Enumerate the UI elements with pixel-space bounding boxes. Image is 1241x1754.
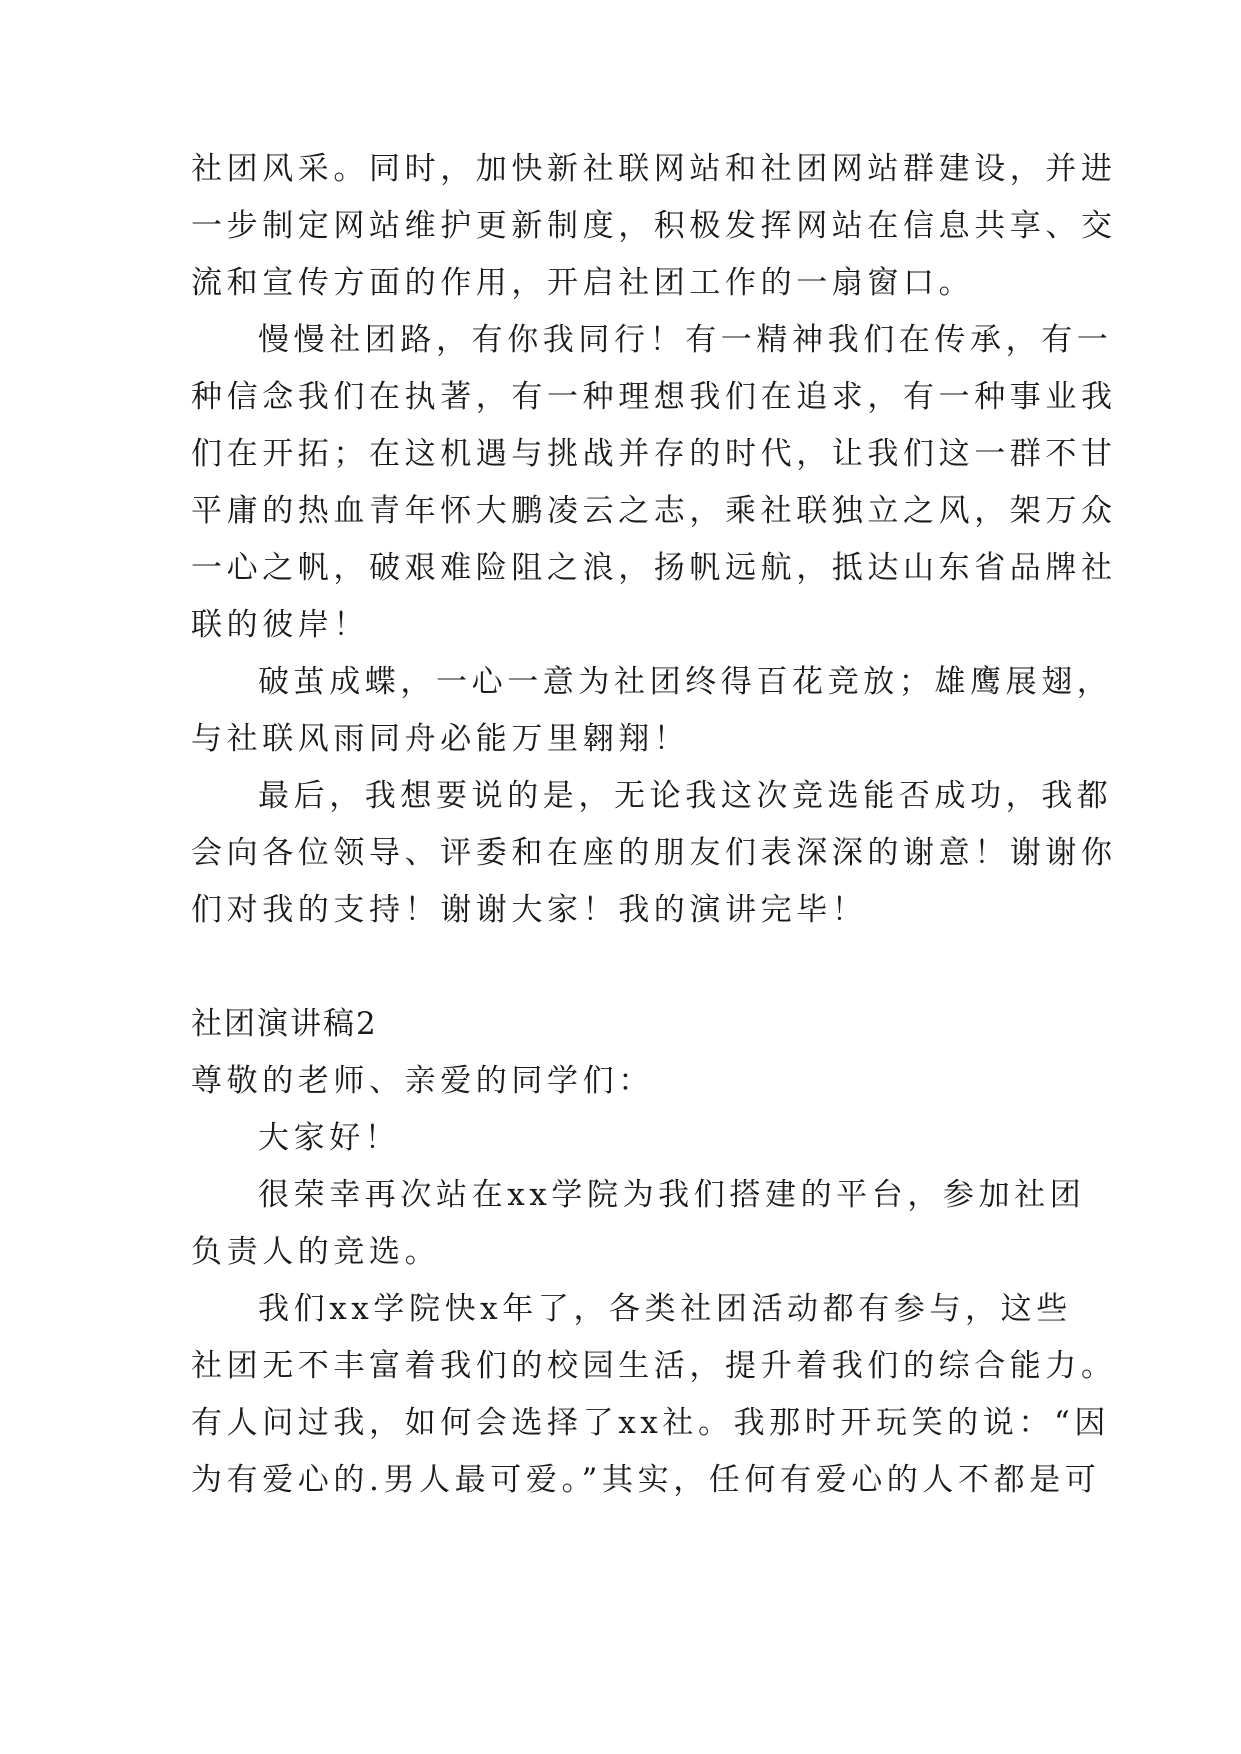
paragraph-line: 最后，我想要说的是，无论我这次竞选能否成功，我都 bbox=[258, 778, 1113, 814]
section-heading: 社团演讲稿2 bbox=[191, 1006, 378, 1042]
paragraph-line: 种信念我们在执著，有一种理想我们在追求，有一种事业我 bbox=[191, 379, 1117, 415]
paragraph-line: 与社联风雨同舟必能万里翱翔！ bbox=[191, 721, 690, 757]
paragraph-line: 流和宣传方面的作用，开启社团工作的一扇窗口。 bbox=[191, 265, 975, 301]
paragraph-line: 们对我的支持！谢谢大家！我的演讲完毕！ bbox=[191, 892, 868, 928]
paragraph-line: 很荣幸再次站在xx学院为我们搭建的平台，参加社团 bbox=[258, 1177, 1086, 1213]
paragraph-line: 负责人的竞选。 bbox=[191, 1234, 441, 1270]
paragraph-line: 们在开拓；在这机遇与挑战并存的时代，让我们这一群不甘 bbox=[191, 436, 1117, 472]
greeting-line: 大家好！ bbox=[258, 1120, 401, 1156]
paragraph-line: 社团风采。同时，加快新社联网站和社团网站群建设，并进 bbox=[191, 151, 1117, 187]
paragraph-line: 会向各位领导、评委和在座的朋友们表深深的谢意！谢谢你 bbox=[191, 835, 1117, 871]
paragraph-line: 一步制定网站维护更新制度，积极发挥网站在信息共享、交 bbox=[191, 208, 1117, 244]
paragraph-line: 有人问过我，如何会选择了xx社。我那时开玩笑的说：“因 bbox=[191, 1405, 1111, 1441]
paragraph-line: 我们xx学院快x年了，各类社团活动都有参与，这些 bbox=[258, 1291, 1072, 1327]
paragraph-line: 平庸的热血青年怀大鹏凌云之志，乘社联独立之风，架万众 bbox=[191, 493, 1117, 529]
paragraph-line: 为有爱心的.男人最可爱。”其实，任何有爱心的人不都是可 bbox=[191, 1462, 1101, 1498]
paragraph-line: 社团无不丰富着我们的校园生活，提升着我们的综合能力。 bbox=[191, 1348, 1117, 1384]
paragraph-line: 破茧成蝶，一心一意为社团终得百花竞放；雄鹰展翅， bbox=[258, 664, 1113, 700]
paragraph-line: 联的彼岸！ bbox=[191, 607, 369, 643]
salutation-line: 尊敬的老师、亲爱的同学们： bbox=[191, 1063, 654, 1099]
paragraph-line: 慢慢社团路，有你我同行！有一精神我们在传承，有一 bbox=[258, 322, 1113, 358]
paragraph-line: 一心之帆，破艰难险阻之浪，扬帆远航，抵达山东省品牌社 bbox=[191, 550, 1117, 586]
